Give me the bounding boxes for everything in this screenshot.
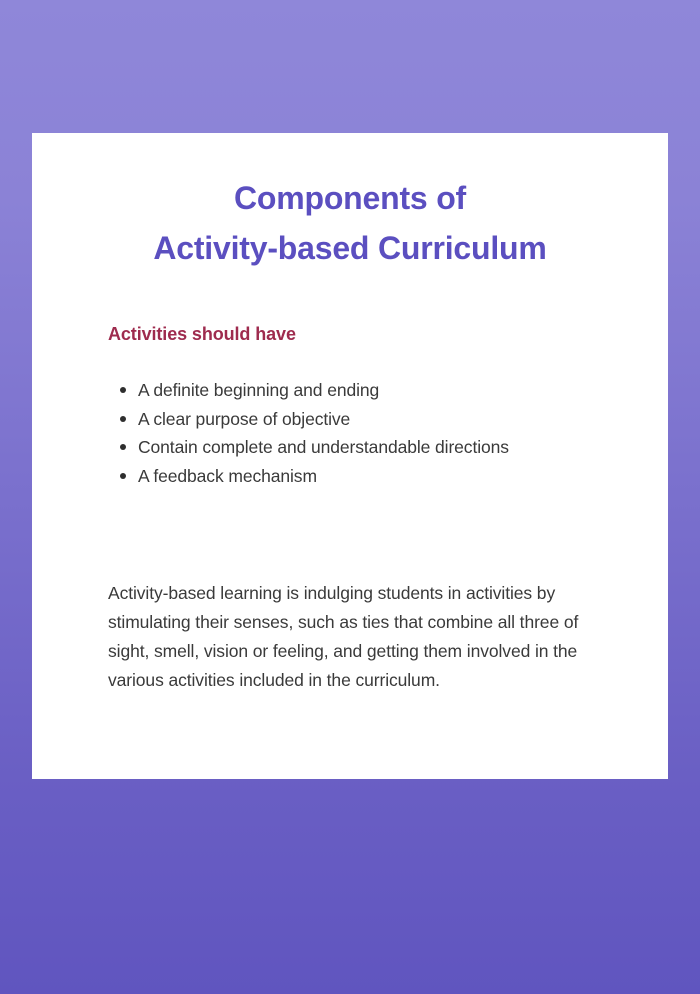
title-line-1: Components of <box>233 180 467 216</box>
page-title <box>32 173 668 273</box>
list-item-label: Contain complete and understandable directions <box>138 437 509 457</box>
bullet-dot-icon <box>120 416 126 422</box>
content-card <box>32 133 668 779</box>
section-subheading: Activities should have <box>108 324 296 344</box>
bullet-dot-icon <box>120 444 126 450</box>
list-item <box>138 433 638 462</box>
body-paragraph: Activity-based learning is indulging students in activities by stimulating their senses, such as ties that combine all three of sight, smell, vision or feeling, and getting them involved in the various activities included in the curriculum. <box>108 583 579 690</box>
bullet-dot-icon <box>120 473 126 479</box>
list-item <box>138 462 638 491</box>
list-item <box>138 376 638 405</box>
list-item-label: A definite beginning and ending <box>138 380 380 400</box>
bullet-dot-icon <box>120 387 126 393</box>
list-item <box>138 405 638 434</box>
bullet-list <box>108 376 638 490</box>
title-line-2: Activity-based Curriculum <box>153 230 547 266</box>
list-item-label: A feedback mechanism <box>138 465 317 486</box>
list-item-label: A clear purpose of objective <box>138 408 351 429</box>
